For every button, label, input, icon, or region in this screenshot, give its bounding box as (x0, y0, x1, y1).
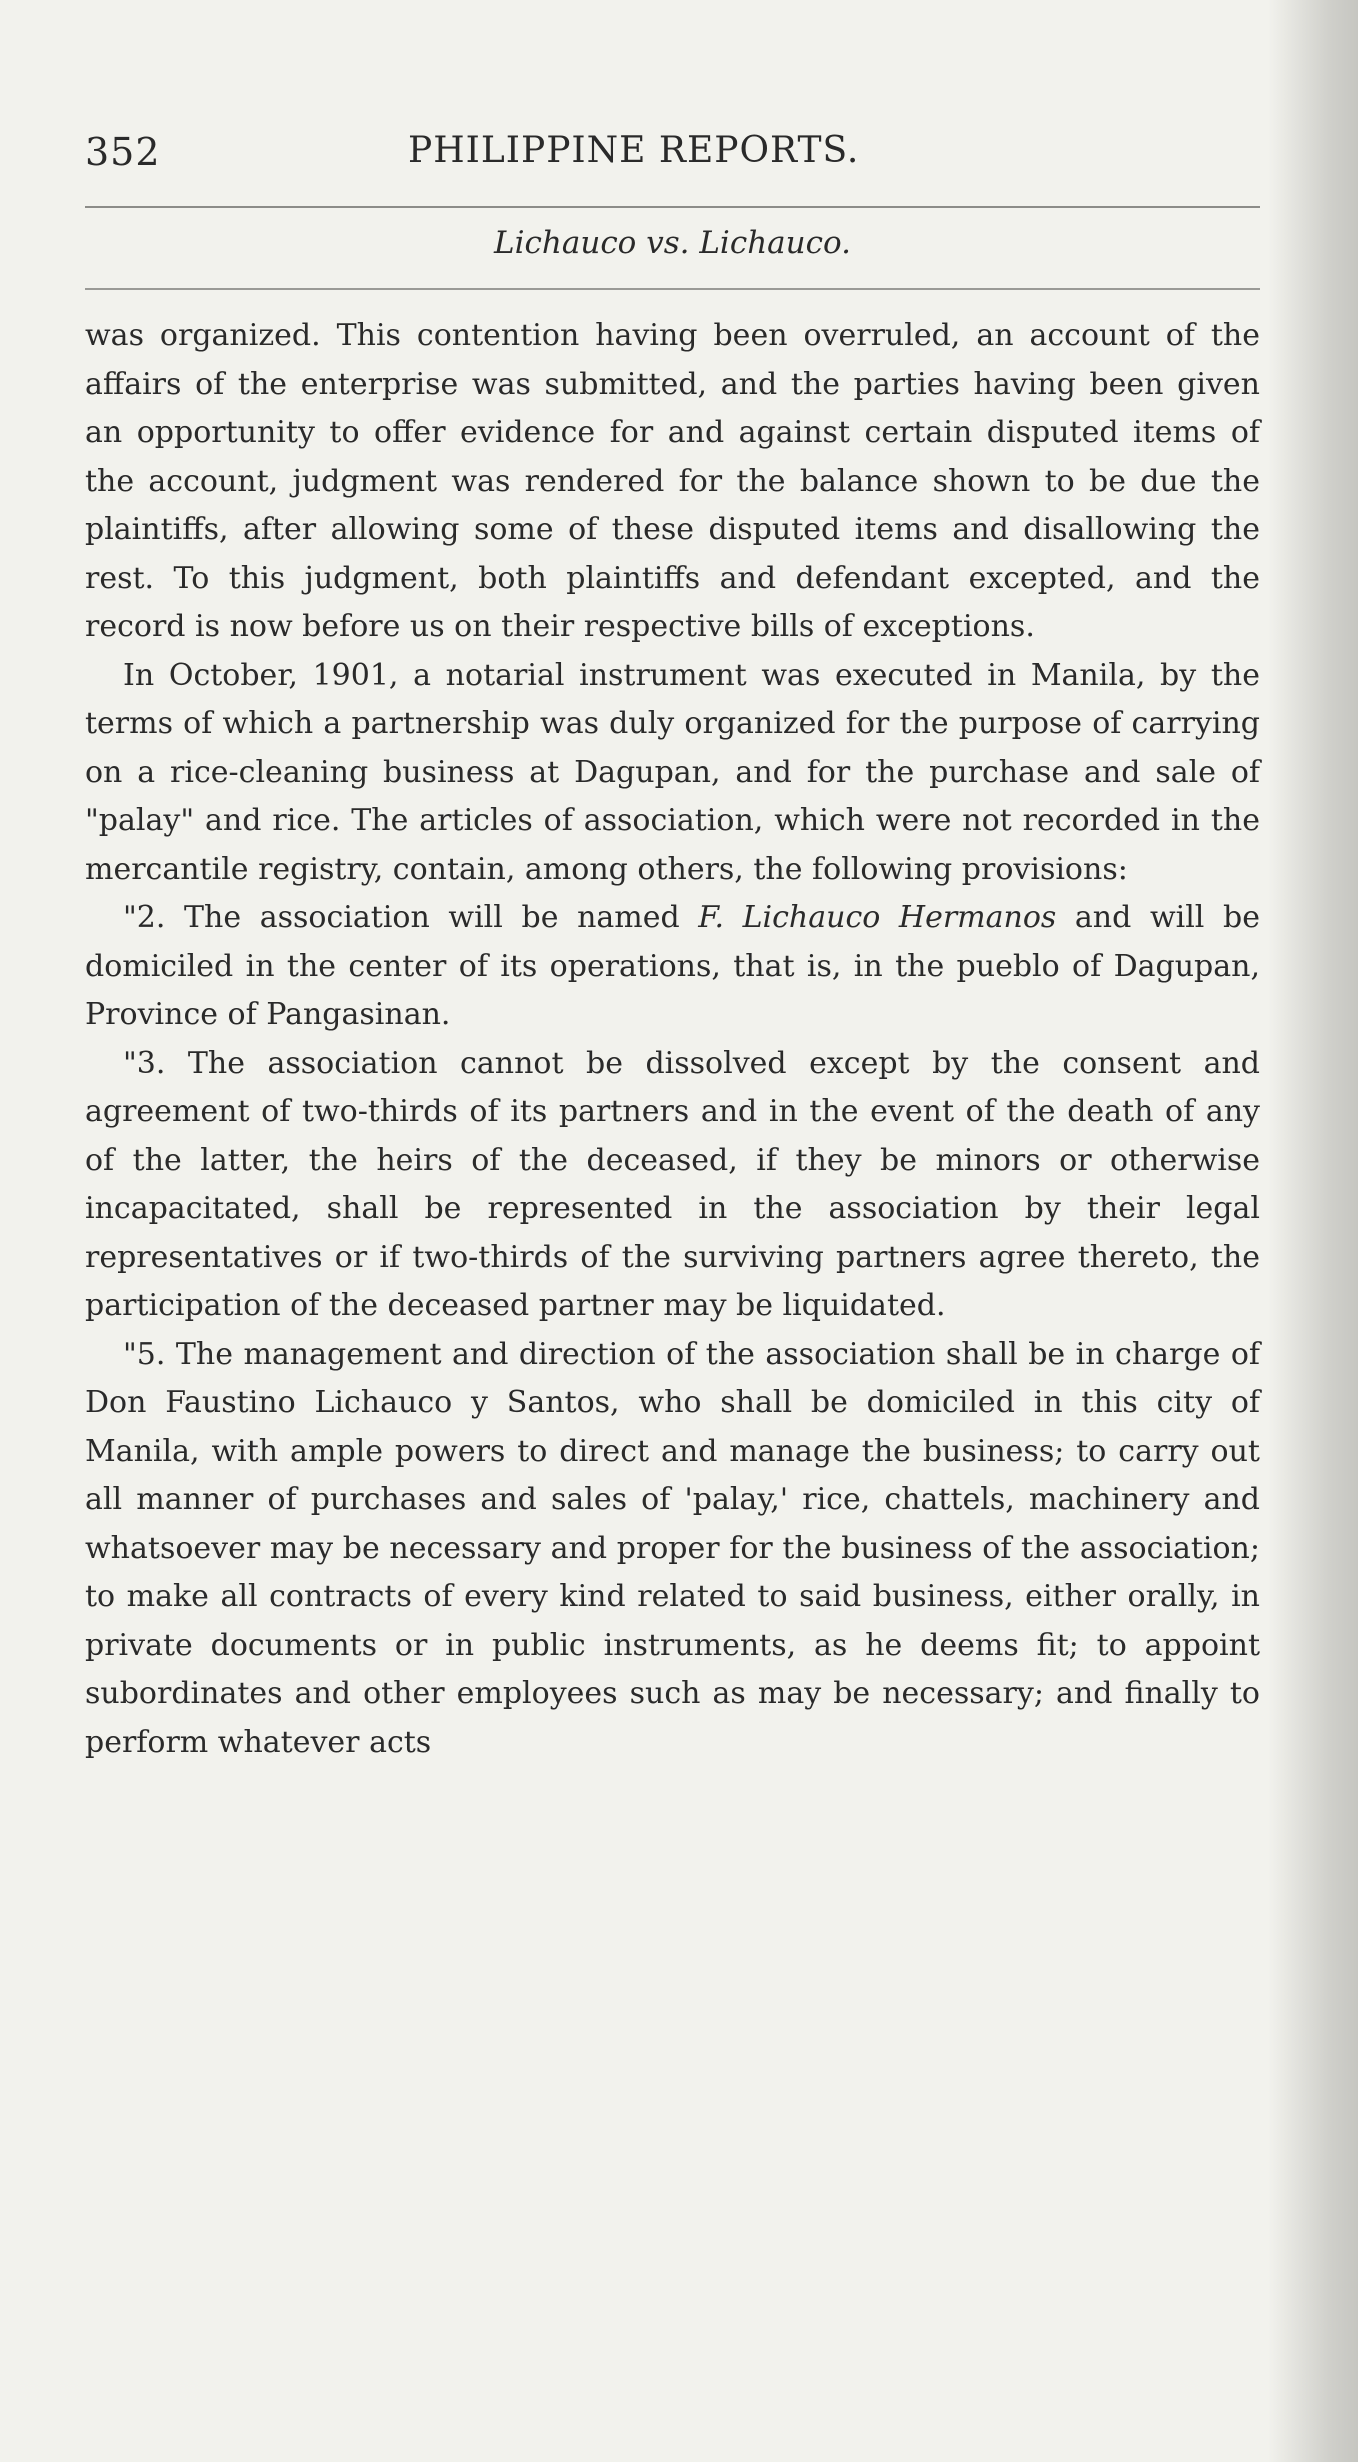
paragraph-continuation: was organized. This contention having been overruled, an account of the affairs of the enterprise was submitted, and the parties having been given an opportunity to offer evidence for and against certain disputed items of the account, judgment was rendered for the balance shown to be due the plaintiffs, after allowing some of these disputed items and disallowing the rest. To this judgment, both plaintiffs and defendant excepted, and the record is now before us on their respective bills of exceptions. (85, 318, 1260, 644)
article-2-rest: and will be domiciled in the center of its operations, that is, in the pueblo of Dagupan, Province of Pangasinan. (85, 900, 1260, 1032)
paragraph-partnership: In October, 1901, a notarial instrument was executed in Manila, by the terms of which a partnership was duly organized for the purpose of carrying on a rice-cleaning business at Dagupan, and for the purchase and sale of "palay" and rice. The articles of association, which were not recorded in the mercantile registry, contain, among others, the following provisions: (85, 657, 1260, 887)
header-rule-bottom (85, 288, 1260, 290)
paragraph-article-3: "3. The association cannot be dissolved except by the consent and agreement of two-thirds of its partners and in the event of the death of any of the latter, the heirs of the deceased, if they be minors or otherwise incapacitated, shall be represented in the association by their legal representatives or if two-thirds of the surviving partners agree thereto, the participation of the deceased partner may be liquidated. (85, 1045, 1260, 1323)
case-caption: Lichauco vs. Lichauco. (494, 225, 851, 261)
body-text (85, 312, 1260, 1767)
page-header (85, 130, 1255, 190)
article-2-lead: "2. The association will be named (123, 900, 699, 935)
paragraph-article-5: "5. The management and direction of the association shall be in charge of Don Faustino Lichauco y Santos, who shall be domiciled in this city of Manila, with ample powers to direct and manage the business; to carry out all manner of purchases and sales of 'palay,' rice, chattels, machinery and whatsoever may be necessary and proper for the business of the association; to make all contracts of every kind related to said business, either orally, in private documents or in public instruments, as he deems fit; to appoint subordinates and other employees such as may be necessary; and finally to perform whatever acts (85, 1336, 1260, 1760)
running-title: PHILIPPINE REPORTS. (408, 130, 860, 171)
page-number: 352 (85, 130, 161, 174)
page-edge-shadow (1268, 0, 1358, 2462)
paragraph-article-2 (85, 894, 1260, 1040)
header-rule-top (85, 206, 1260, 208)
firm-name: F. Lichauco Hermanos (698, 900, 1057, 935)
